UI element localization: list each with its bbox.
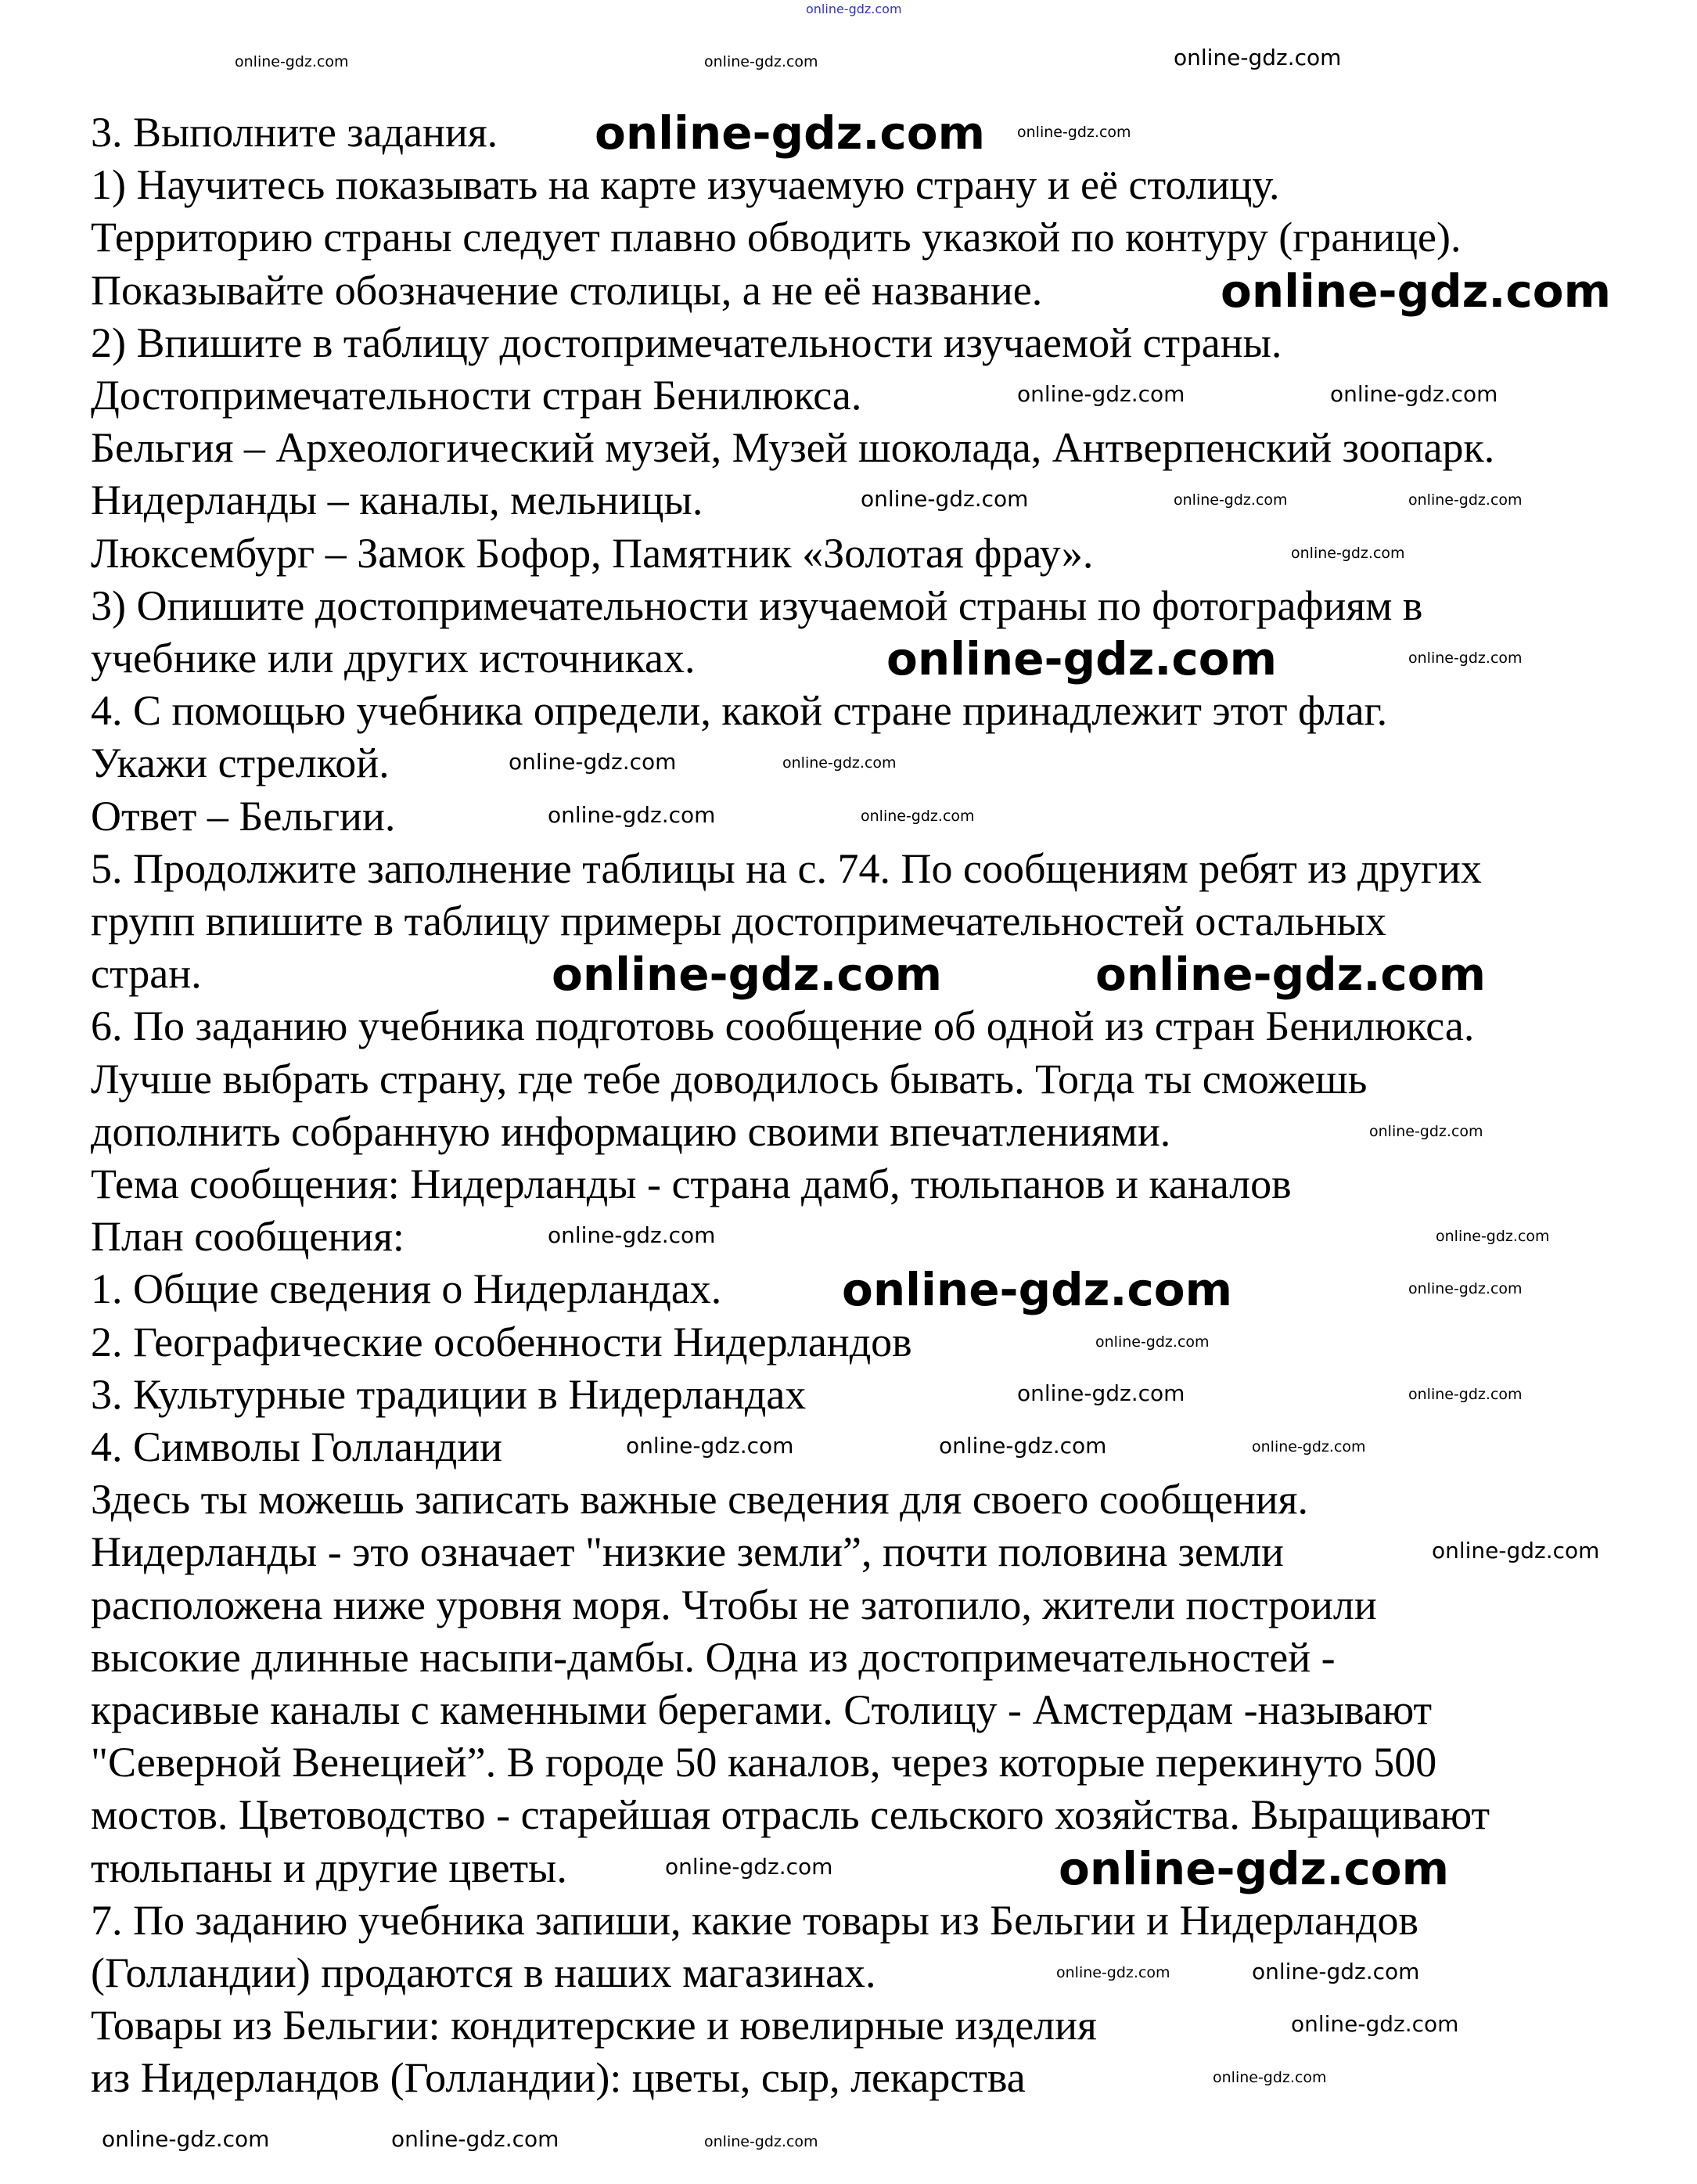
text-line: 4. Символы Голландии xyxy=(91,1423,503,1470)
watermark: online-gdz.com xyxy=(861,807,975,825)
text-line: расположена ниже уровня моря. Чтобы не затопило, жители построили xyxy=(91,1581,1377,1628)
text-line: Лучше выбрать страну, где тебе доводилось бывать. Тогда ты сможешь xyxy=(91,1055,1368,1103)
watermark: online-gdz.com xyxy=(1408,491,1523,509)
watermark: online-gdz.com xyxy=(861,486,1029,513)
watermark: online-gdz.com xyxy=(1436,1228,1550,1246)
watermark: online-gdz.com xyxy=(552,948,943,1002)
watermark: online-gdz.com xyxy=(1330,381,1498,407)
watermark: online-gdz.com xyxy=(1221,264,1612,318)
text-line: групп впишите в таблицу примеры достопримечательностей остальных xyxy=(91,898,1386,944)
text-line: стран. xyxy=(91,950,202,998)
text-line: Достопримечательности стран Бенилюкса. xyxy=(91,372,862,419)
watermark: online-gdz.com xyxy=(1252,1438,1366,1455)
text-line: План сообщения: xyxy=(91,1213,404,1261)
watermark: online-gdz.com xyxy=(391,2126,559,2152)
watermark: online-gdz.com xyxy=(842,1263,1233,1317)
watermark: online-gdz.com xyxy=(235,53,349,70)
text-line: Показывайте обозначение столицы, а не её название. xyxy=(91,266,1043,314)
text-line: Здесь ты можешь записать важные сведения для своего сообщения. xyxy=(91,1476,1308,1524)
watermark: online-gdz.com xyxy=(1408,1385,1523,1403)
text-line: 4. С помощью учебника определи, какой стране принадлежит этот флаг. xyxy=(91,687,1388,735)
text-line: тюльпаны и другие цветы. xyxy=(91,1844,567,1891)
watermark: online-gdz.com xyxy=(1291,544,1405,562)
text-line: Люксембург – Замок Бофор, Памятник «Золотая фрау». xyxy=(91,529,1094,577)
watermark: online-gdz.com xyxy=(939,1433,1107,1459)
watermark: online-gdz.com xyxy=(1408,1280,1523,1298)
watermark: online-gdz.com xyxy=(102,2126,270,2152)
text-line: 3) Опишите достопримечательности изучаемой страны по фотографиям в xyxy=(91,581,1423,629)
text-line: 2. Географические особенности Нидерландов xyxy=(91,1318,912,1365)
watermark: online-gdz.com xyxy=(595,106,986,160)
text-line: Тема сообщения: Нидерланды - страна дамб, тюльпанов и каналов xyxy=(91,1160,1292,1207)
watermark: online-gdz.com xyxy=(886,632,1278,685)
watermark: online-gdz.com xyxy=(1059,1841,1450,1895)
watermark: online-gdz.com xyxy=(1095,948,1487,1002)
text-line: Нидерланды – каналы, мельницы. xyxy=(91,477,703,524)
text-line: 3. Выполните задания. xyxy=(91,109,498,156)
watermark: online-gdz.com xyxy=(806,2,902,16)
text-line: (Голландии) продаются в наших магазинах. xyxy=(91,1949,876,1996)
text-line: Территорию страны следует плавно обводить указкой по контуру (границе). xyxy=(91,214,1462,261)
text-line: мостов. Цветоводство - старейшая отрасль сельского хозяйства. Выращивают xyxy=(91,1791,1490,1839)
text-line: из Нидерландов (Голландии): цветы, сыр, лекарства xyxy=(91,2054,1026,2102)
watermark: online-gdz.com xyxy=(1408,649,1523,667)
text-line: высокие длинные насыпи-дамбы. Одна из достопримечательностей - xyxy=(91,1633,1336,1681)
text-line: 6. По заданию учебника подготовь сообщение об одной из стран Бенилюкса. xyxy=(91,1002,1475,1050)
text-line: 2) Впишите в таблицу достопримечательности изучаемой страны. xyxy=(91,318,1282,366)
watermark: online-gdz.com xyxy=(548,801,716,828)
text-line: 3. Культурные традиции в Нидерландах xyxy=(91,1370,807,1418)
watermark: online-gdz.com xyxy=(1432,1538,1600,1564)
text-line: Нидерланды - это означает "низкие земли”, почти половина земли xyxy=(91,1528,1284,1576)
watermark: online-gdz.com xyxy=(1174,45,1342,70)
text-line: Ответ – Бельгии. xyxy=(91,792,396,840)
text-line: 1. Общие сведения о Нидерландах. xyxy=(91,1265,722,1313)
text-line: 1) Научитесь показывать на карте изучаемую страну и её столицу. xyxy=(91,161,1280,209)
watermark: online-gdz.com xyxy=(1095,1333,1210,1351)
watermark: online-gdz.com xyxy=(1056,1964,1170,1981)
text-line: красивые каналы с каменными берегами. Столицу - Амстердам -называют xyxy=(91,1686,1433,1733)
watermark: online-gdz.com xyxy=(1017,381,1185,407)
watermark: online-gdz.com xyxy=(509,749,677,775)
watermark: online-gdz.com xyxy=(1017,1380,1185,1406)
watermark: online-gdz.com xyxy=(1291,2011,1459,2038)
text-line: дополнить собранную информацию своими впечатлениями. xyxy=(91,1107,1171,1155)
text-line: учебнике или других источниках. xyxy=(91,635,696,682)
watermark: online-gdz.com xyxy=(1174,491,1288,509)
text-line: 5. Продолжите заполнение таблицы на с. 74. По сообщениям ребят из других xyxy=(91,844,1482,892)
watermark: online-gdz.com xyxy=(1213,2069,1327,2087)
watermark: online-gdz.com xyxy=(626,1433,794,1459)
watermark: online-gdz.com xyxy=(704,53,818,70)
text-line: 7. По заданию учебника запиши, какие товары из Бельгии и Нидерландов xyxy=(91,1896,1418,1944)
watermark: online-gdz.com xyxy=(1252,1959,1420,1984)
watermark: online-gdz.com xyxy=(782,754,897,772)
text-line: Бельгия – Археологический музей, Музей шоколада, Антверпенский зоопарк. xyxy=(91,424,1495,472)
watermark: online-gdz.com xyxy=(1369,1122,1483,1140)
text-line: Товары из Бельгии: кондитерские и ювелирные изделия xyxy=(91,2002,1097,2049)
watermark: online-gdz.com xyxy=(665,1853,833,1880)
watermark: online-gdz.com xyxy=(704,2133,818,2150)
text-line: "Северной Венецией”. В городе 50 каналов, через которые перекинуто 500 xyxy=(91,1739,1437,1786)
text-line: Укажи стрелкой. xyxy=(91,739,390,787)
watermark: online-gdz.com xyxy=(1017,124,1131,141)
watermark: online-gdz.com xyxy=(548,1222,716,1249)
